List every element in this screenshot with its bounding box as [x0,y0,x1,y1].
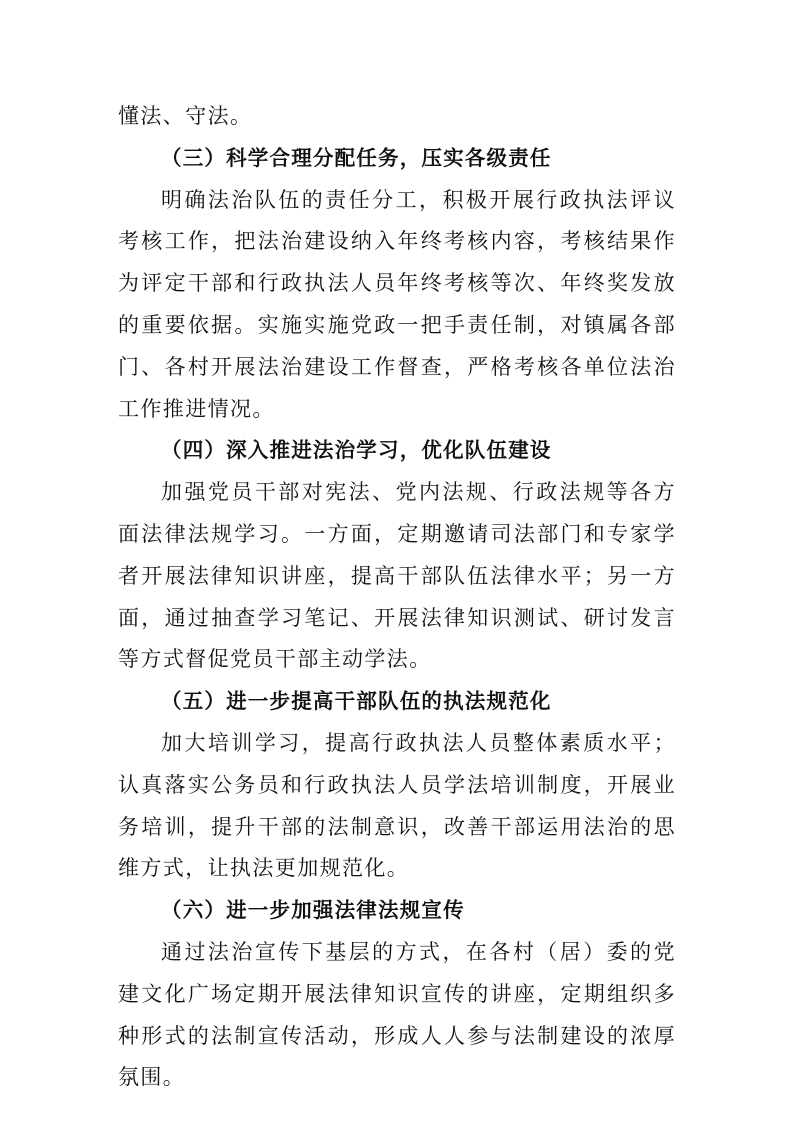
section-heading-5: （五）进一步提高干部队伍的执法规范化 [161,689,552,714]
paragraph-continuation: 懂法、守法。 [118,104,253,128]
paragraph-section-6: 通过法治宣传下基层的方式，在各村（居）委的党建文化广场定期开展法律知识宣传的讲座，定期组织多种形式的法制宣传活动，形成人人参与法制建设的浓厚氛围。 [118,939,676,1090]
section-heading-3: （三）科学合理分配任务，压实各级责任 [161,145,552,170]
paragraph-section-4: 加强党员干部对宪法、党内法规、行政法规等各方面法律法规学习。一方面，定期邀请司法部门和专家学者开展法律知识讲座，提高干部队伍法律水平；另一方面，通过抽查学习笔记、开展法律知识测试、研讨发言等方式督促党员干部主动学法。 [118,480,676,672]
section-heading-4: （四）深入推进法治学习，优化队伍建设 [161,438,552,463]
document-body [118,96,676,1099]
paragraph-section-3: 明确法治队伍的责任分工，积极开展行政执法评议考核工作，把法治建设纳入年终考核内容，考核结果作为评定干部和行政执法人员年终考核等次、年终奖发放的重要依据。实施实施党政一把手责任制，对镇属各部门、各村开展法治建设工作督查，严格考核各单位法治工作推进情况。 [118,187,676,421]
paragraph-section-5: 加大培训学习，提高行政执法人员整体素质水平；认真落实公务员和行政执法人员学法培训制度，开展业务培训，提升干部的法制意识，改善干部运用法治的思维方式，让执法更加规范化。 [118,730,676,881]
section-heading-6: （六）进一步加强法律法规宣传 [161,898,465,923]
